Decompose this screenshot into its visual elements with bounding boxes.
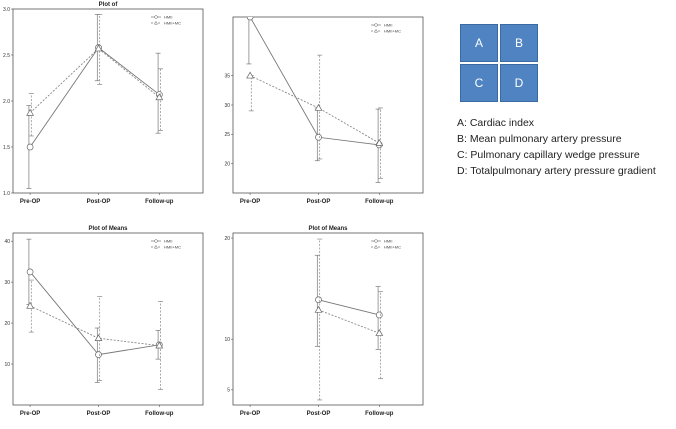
marker-hmii-mc (95, 335, 102, 341)
y-tick-label: 30 (4, 279, 10, 286)
x-tick-label-follow-up: Follow-up (365, 199, 394, 205)
plot-frame (233, 17, 423, 193)
marker-hmii-mc (376, 330, 383, 336)
series-line-hmii-mc (30, 49, 159, 113)
legend-label-hmii-mc: HMII+MC (164, 244, 181, 250)
legend-label-hmii-mc: HMII+MC (164, 20, 181, 26)
y-tick-label: 35 (224, 73, 230, 80)
plot-area (26, 15, 163, 189)
legend-label-hmii: HMII (164, 14, 173, 20)
series-line-hmii-mc (30, 306, 159, 346)
y-tick-label: 10 (224, 337, 230, 344)
y-tick-label: 25 (224, 132, 230, 139)
marker-hmii-mc (247, 72, 254, 78)
panel-b (224, 0, 423, 205)
legend-label-hmii-mc: HMII+MC (384, 244, 401, 250)
legend-marker (375, 240, 378, 243)
key-line-c: C: Pulmonary capillary wedge pressure (457, 149, 640, 161)
marker-hmii (376, 312, 382, 318)
marker-hmii (316, 297, 322, 303)
key-line-a: A: Cardiac index (457, 117, 535, 129)
plot-area (26, 239, 163, 389)
plot-frame (13, 233, 203, 405)
panel-c (4, 226, 203, 417)
y-tick-label: 10 (4, 361, 10, 368)
x-tick-label-follow-up: Follow-up (145, 411, 174, 417)
series-line-hmii-mc (250, 76, 379, 143)
plot-area (315, 239, 383, 400)
y-tick-label: 20 (4, 320, 10, 327)
y-tick-label: 2.0 (3, 98, 10, 105)
y-tick-label: 2.5 (3, 52, 10, 59)
marker-hmii (96, 352, 102, 358)
panel-d (224, 226, 423, 417)
x-tick-label-pre-op: Pre-OP (239, 411, 261, 417)
x-tick-label-post-op: Post-OP (86, 411, 111, 417)
key-quadrant-a: A (460, 24, 498, 62)
y-tick-label: 1.5 (3, 144, 10, 151)
key-quadrant-c: C (460, 64, 498, 102)
y-tick-label: 20 (224, 235, 230, 242)
marker-hmii-mc (27, 110, 34, 116)
legend-marker (155, 16, 158, 19)
legend-label-hmii: HMII (384, 238, 393, 244)
legend-marker (375, 24, 378, 27)
key-line-b: B: Mean pulmonary artery pressure (457, 133, 622, 145)
x-tick-label-post-op: Post-OP (86, 199, 111, 205)
chart-title: Plot of Means (308, 226, 348, 232)
key-line-d: D: Totalpulmonary artery pressure gradient (457, 165, 656, 177)
marker-hmii-mc (315, 105, 322, 111)
y-tick-label: 40 (4, 238, 10, 245)
series-line-hmii-mc (319, 310, 380, 333)
chart-title: Plot of Means (88, 226, 128, 232)
y-tick-label: 5 (227, 387, 230, 394)
x-tick-label-post-op: Post-OP (306, 411, 331, 417)
panel-a (3, 2, 203, 205)
marker-hmii-mc (27, 302, 34, 308)
marker-hmii (27, 269, 33, 275)
marker-hmii-mc (315, 306, 322, 312)
x-tick-label-pre-op: Pre-OP (19, 199, 41, 205)
x-tick-label-follow-up: Follow-up (365, 411, 394, 417)
x-tick-label-post-op: Post-OP (306, 199, 331, 205)
marker-hmii (27, 144, 33, 150)
y-tick-label: 1.0 (3, 190, 10, 197)
y-tick-label: 3.0 (3, 6, 10, 13)
series-line-hmii (30, 272, 159, 355)
x-tick-label-follow-up: Follow-up (145, 199, 174, 205)
chart-title: Plot of (98, 2, 118, 8)
x-tick-label-pre-op: Pre-OP (239, 199, 261, 205)
legend-label-hmii-mc: HMII+MC (384, 28, 401, 34)
key-quadrant-d: D (500, 64, 538, 102)
series-line-hmii (319, 300, 380, 315)
y-tick-label: 20 (224, 161, 230, 168)
series-line-hmii (30, 48, 159, 147)
legend-label-hmii: HMII (164, 238, 173, 244)
plot-frame (233, 233, 423, 405)
marker-hmii (247, 14, 253, 20)
legend-marker (155, 240, 158, 243)
series-line-hmii (250, 17, 379, 145)
legend-label-hmii: HMII (384, 22, 393, 28)
plot-area (246, 0, 383, 182)
y-tick-label: 30 (224, 102, 230, 109)
plot-frame (13, 9, 203, 193)
key-quadrant-b: B (500, 24, 538, 62)
marker-hmii (316, 134, 322, 140)
x-tick-label-pre-op: Pre-OP (19, 411, 41, 417)
